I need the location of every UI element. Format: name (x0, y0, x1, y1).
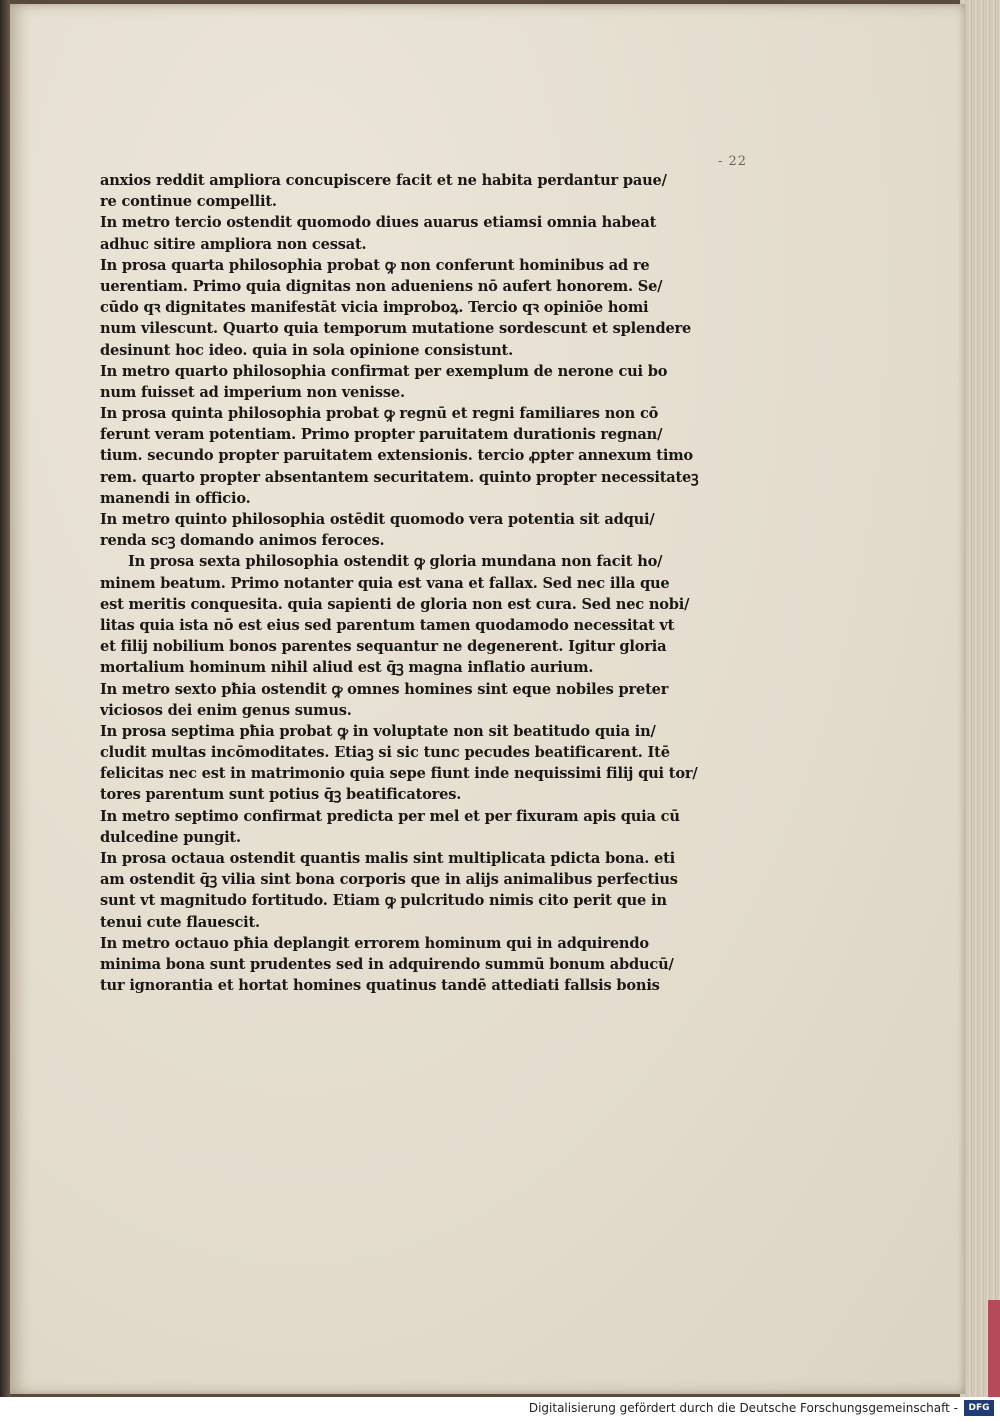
text-line: In prosa quinta philosophia probat ꝙ regnū et regni familiares non cō (100, 405, 659, 423)
text-line: In prosa octaua ostendit quantis malis sint multiplicata pdicta bona. eti (100, 850, 676, 867)
text-line: rem. quarto propter absentantem securitatem. quinto propter necessitateꝫ (100, 468, 699, 486)
text-line: In metro sexto pħia ostendit ꝙ omnes homines sint eque nobiles preter (100, 680, 669, 698)
text-line: manendi in officio. (100, 489, 251, 507)
text-line: In metro septimo confirmat predicta per mel et per fixuram apis quia cū (100, 807, 680, 825)
text-line: sunt vt magnitudo fortitudo. Etiam ꝙ pulcritudo nimis cito perit que in (100, 892, 667, 910)
text-line: tur ignorantia et hortat homines quatinus tandē attediati fallsis bonis (100, 977, 660, 995)
footer-credit: Digitalisierung gefördert durch die Deutsche Forschungsgemeinschaft - (528, 1401, 958, 1415)
text-line: dulcedine pungit. (100, 828, 241, 846)
text-line: viciosos dei enim genus sumus. (100, 701, 352, 719)
text-line: In metro tercio ostendit quomodo diues auarus etiamsi omnia habeat (100, 214, 657, 232)
dfg-logo-icon: DFG (964, 1400, 994, 1416)
folio-number: - 22 (718, 154, 748, 169)
text-line: tenui cute flauescit. (100, 913, 260, 931)
text-line: et filij nobilium bonos parentes sequantur ne degenerent. Igitur gloria (100, 638, 667, 656)
text-line: num vilescunt. Quarto quia temporum mutatione sordescunt et splendere (100, 320, 692, 338)
body-text (100, 170, 740, 996)
text-line: litas quia ista nō est eius sed parentum tamen quodamodo necessitat vt (100, 616, 675, 634)
text-line: adhuc sitire ampliora non cessat. (100, 235, 367, 253)
text-line: In metro quinto philosophia ostēdit quomodo vera potentia sit adqui/ (100, 511, 655, 528)
text-line: minem beatum. Primo notanter quia est vana et fallax. Sed nec illa que (100, 574, 670, 592)
text-line: uerentiam. Primo quia dignitas non adueniens nō aufert honorem. Se/ (100, 277, 663, 295)
text-line: est meritis conquesita. quia sapienti de gloria non est cura. Sed nec nobi/ (100, 595, 690, 613)
page-edges (960, 0, 1000, 1397)
text-line: In metro quarto philosophia confirmat per exemplum de nerone cui bo (100, 362, 668, 380)
text-line: num fuisset ad imperium non venisse. (100, 383, 405, 401)
text-line: In prosa septima pħia probat ꝙ in voluptate non sit beatitudo quia in/ (100, 722, 656, 740)
text-line: In prosa sexta philosophia ostendit ꝙ gloria mundana non facit ho/ (128, 553, 663, 571)
red-page-edge (988, 1300, 1000, 1397)
text-line: mortalium hominum nihil aliud est q̄ꝫ magna inflatio aurium. (100, 659, 594, 677)
text-line: renda scꝫ domando animos feroces. (100, 532, 385, 550)
text-line: tium. secundo propter paruitatem extensionis. tercio ꝓpter annexum timo (100, 447, 693, 465)
text-line: tores parentum sunt potius q̄ꝫ beatificatores. (100, 786, 462, 804)
text-line: In prosa quarta philosophia probat ꝙ non conferunt hominibus ad re (100, 256, 650, 274)
text-line: felicitas nec est in matrimonio quia sepe fiunt inde nequissimi filij qui tor/ (100, 765, 698, 783)
text-line: re continue compellit. (100, 193, 277, 211)
text-line: am ostendit q̄ꝫ vilia sint bona corporis que in alijs animalibus perfectius (100, 871, 678, 889)
text-line: anxios reddit ampliora concupiscere facit et ne habita perdantur paue/ (100, 172, 667, 189)
footer-bar (0, 1397, 1000, 1421)
text-line: minima bona sunt prudentes sed in adquirendo summū bonum abducū/ (100, 955, 674, 973)
text-line: desinunt hoc ideo. quia in sola opinione consistunt. (100, 341, 513, 359)
text-line: In metro octauo pħia deplangit errorem hominum qui in adquirendo (100, 934, 649, 952)
text-line: cludit multas incōmoditates. Etiaꝫ si sic tunc pecudes beatificarent. Itē (100, 744, 670, 762)
book-binding (0, 0, 10, 1397)
text-line: ferunt veram potentiam. Primo propter paruitatem durationis regnan/ (100, 426, 663, 444)
text-line: cūdo qꝛ dignitates manifestāt vicia improboꝝ. Tercio qꝛ opiniōe homi (100, 299, 649, 317)
